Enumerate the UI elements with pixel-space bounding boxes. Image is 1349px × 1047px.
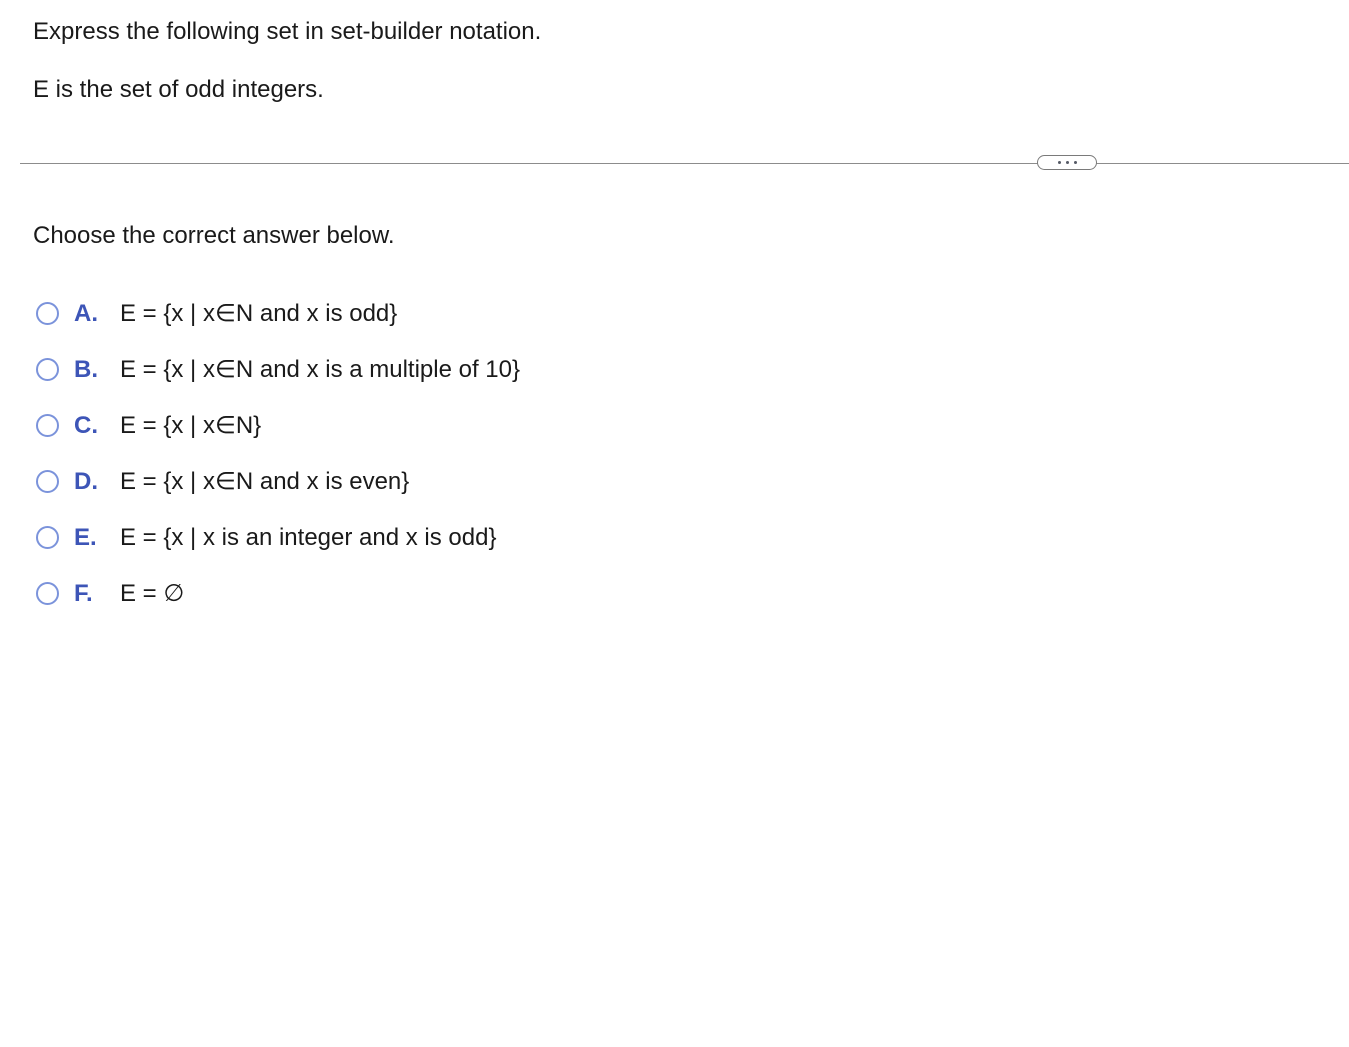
- question-statement: E is the set of odd integers.: [33, 76, 324, 103]
- more-options-button[interactable]: [1037, 155, 1097, 170]
- option-letter: E.: [74, 524, 97, 551]
- answer-options-list: [36, 298, 521, 634]
- option-expression: E = ∅: [120, 580, 185, 607]
- answer-option-c[interactable]: [36, 410, 262, 466]
- option-expression: E = {x | x is an integer and x is odd}: [120, 524, 497, 551]
- option-letter: B.: [74, 356, 98, 383]
- option-letter: A.: [74, 300, 98, 327]
- option-letter: F.: [74, 580, 93, 607]
- radio-button-b[interactable]: [36, 358, 59, 381]
- question-instruction: Express the following set in set-builder notation.: [33, 18, 542, 45]
- ellipsis-icon: [1074, 161, 1077, 164]
- ellipsis-icon: [1058, 161, 1061, 164]
- answer-option-f[interactable]: [36, 578, 185, 634]
- option-expression: E = {x | x∈N and x is even}: [120, 468, 410, 495]
- answer-prompt: Choose the correct answer below.: [33, 222, 395, 249]
- radio-button-c[interactable]: [36, 414, 59, 437]
- answer-option-b[interactable]: [36, 354, 521, 410]
- radio-button-a[interactable]: [36, 302, 59, 325]
- ellipsis-icon: [1066, 161, 1069, 164]
- radio-button-d[interactable]: [36, 470, 59, 493]
- answer-option-d[interactable]: [36, 466, 410, 522]
- section-divider: [20, 163, 1349, 164]
- option-expression: E = {x | x∈N and x is a multiple of 10}: [120, 356, 521, 383]
- answer-option-e[interactable]: [36, 522, 497, 578]
- option-letter: C.: [74, 412, 98, 439]
- radio-button-e[interactable]: [36, 526, 59, 549]
- option-expression: E = {x | x∈N}: [120, 412, 262, 439]
- option-letter: D.: [74, 468, 98, 495]
- option-expression: E = {x | x∈N and x is odd}: [120, 300, 398, 327]
- radio-button-f[interactable]: [36, 582, 59, 605]
- answer-option-a[interactable]: [36, 298, 398, 354]
